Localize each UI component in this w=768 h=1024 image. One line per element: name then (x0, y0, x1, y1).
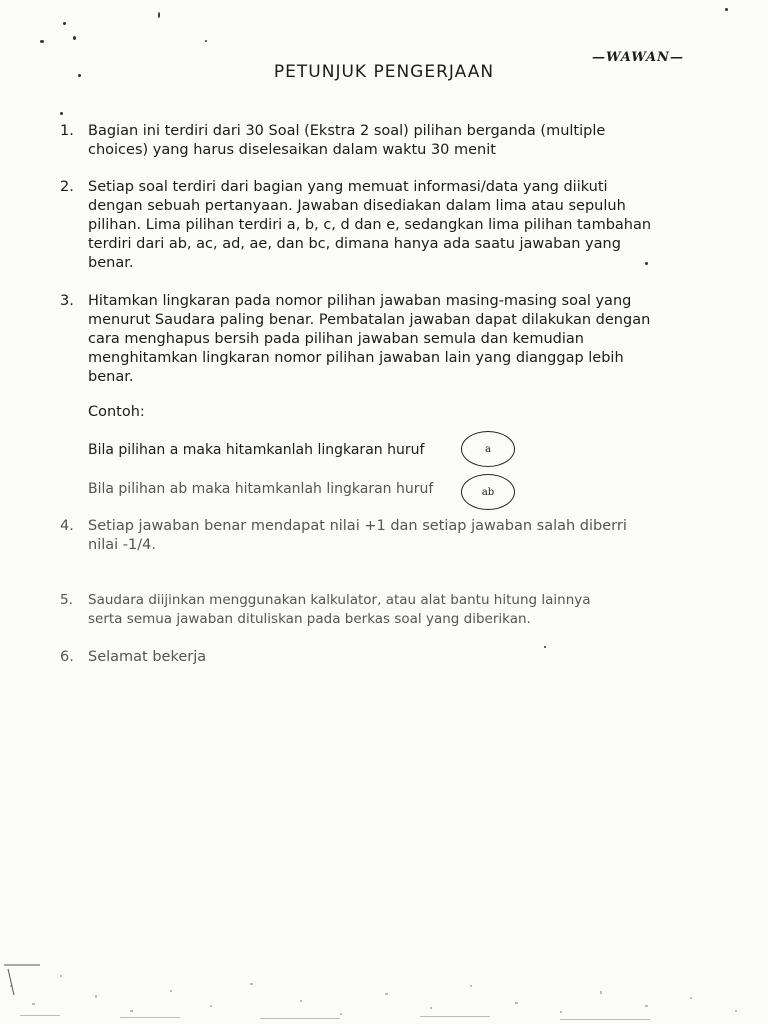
item-number: 6. (60, 649, 74, 665)
scan-speck (63, 22, 66, 25)
item-line: pilihan. Lima pilihan terdiri a, b, c, d dan e, sedangkan lima pilihan tambahan (88, 217, 652, 233)
example-line: Bila pilihan a maka hitamkanlah lingkaran huruf (88, 442, 425, 458)
item-line: choices) yang harus diselesaikan dalam waktu 30 menit (88, 142, 496, 158)
scan-speck (544, 646, 546, 648)
scan-speck (60, 112, 63, 115)
item-line: benar. (88, 369, 134, 385)
instruction-item (60, 517, 680, 555)
instruction-item (60, 292, 680, 387)
example-label: Contoh: (88, 404, 145, 420)
instruction-item (60, 648, 680, 667)
handwritten-author-note: —WAWAN— (592, 50, 684, 65)
item-line: Selamat bekerja (88, 649, 207, 665)
item-line: terdiri dari ab, ac, ad, ae, dan bc, dimana hanya ada saatu jawaban yang (88, 236, 621, 252)
scan-speck (78, 74, 81, 77)
scan-speck (205, 40, 207, 42)
item-line: benar. (88, 255, 134, 271)
item-number: 5. (60, 592, 73, 608)
item-line: menurut Saudara paling benar. Pembatalan jawaban dapat dilakukan dengan (88, 312, 651, 328)
item-line: menghitamkan lingkaran nomor pilihan jawaban lain yang dianggap lebih (88, 350, 624, 366)
example-line: Bila pilihan ab maka hitamkanlah lingkaran huruf (88, 481, 434, 497)
item-number: 4. (60, 518, 74, 534)
scan-speck (40, 40, 44, 43)
item-line: Setiap jawaban benar mendapat nilai +1 dan setiap jawaban salah diberri (88, 518, 627, 534)
answer-circle-a: a (461, 431, 515, 467)
instruction-item (60, 122, 680, 160)
page-title: PETUNJUK PENGERJAAN (273, 62, 495, 82)
item-line: Saudara diijinkan menggunakan kalkulator, atau alat bantu hitung lainnya (88, 592, 591, 608)
item-line: serta semua jawaban dituliskan pada berkas soal yang diberikan. (88, 611, 531, 627)
item-line: cara menghapus bersih pada pilihan jawaban semula dan kemudian (88, 331, 584, 347)
answer-circle-ab: ab (461, 474, 515, 510)
scan-speck (725, 8, 728, 11)
item-line: nilai -1/4. (88, 537, 156, 553)
scan-speck (73, 36, 76, 40)
item-line: Setiap soal terdiri dari bagian yang memuat informasi/data yang diikuti (88, 179, 608, 195)
scan-noise-band (0, 955, 768, 1024)
item-number: 3. (60, 293, 74, 309)
scan-speck (645, 262, 648, 265)
scan-speck (158, 12, 160, 18)
item-line: dengan sebuah pertanyaan. Jawaban disediakan dalam lima atau sepuluh (88, 198, 626, 214)
instruction-item (60, 591, 680, 629)
item-line: Bagian ini terdiri dari 30 Soal (Ekstra 2 soal) pilihan berganda (multiple (88, 123, 606, 139)
item-number: 1. (60, 123, 74, 139)
instruction-item (60, 178, 680, 273)
item-line: Hitamkan lingkaran pada nomor pilihan jawaban masing-masing soal yang (88, 293, 632, 309)
item-number: 2. (60, 179, 74, 195)
